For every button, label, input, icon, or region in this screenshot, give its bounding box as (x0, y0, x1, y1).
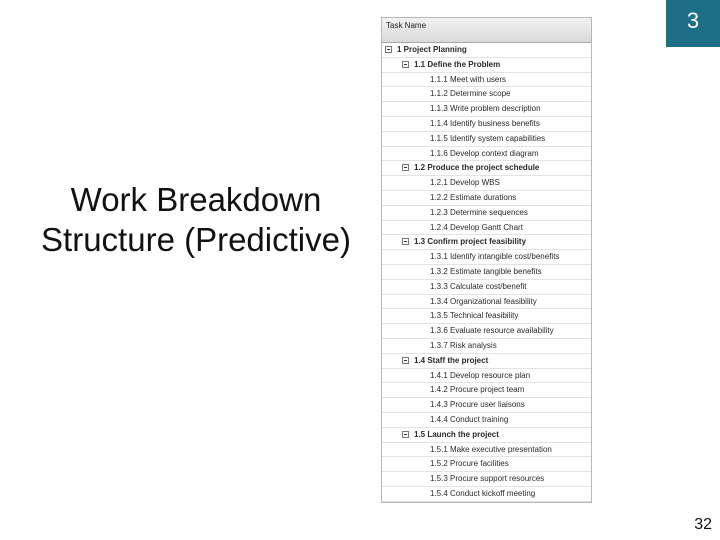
wbs-task-list (381, 17, 592, 503)
task-label: 1.3 Confirm project feasibility (414, 237, 527, 247)
slide-number-tab: 3 (666, 0, 720, 47)
task-label: 1.3.7 Risk analysis (430, 340, 497, 350)
task-label: 1.1 Define the Problem (414, 59, 501, 69)
task-label: 1.5 Launch the project (414, 429, 499, 439)
summary-task-row[interactable] (382, 354, 591, 369)
task-row[interactable] (382, 117, 591, 132)
task-row[interactable] (382, 102, 591, 117)
collapse-icon[interactable] (402, 61, 409, 68)
wbs-rows (382, 43, 591, 502)
task-name-column-header[interactable]: Task Name (382, 18, 591, 43)
task-label: 1.5.3 Procure support resources (430, 474, 545, 484)
task-row[interactable] (382, 309, 591, 324)
collapse-icon[interactable] (402, 164, 409, 171)
task-label: 1.4.3 Procure user liaisons (430, 400, 525, 410)
collapse-icon[interactable] (402, 431, 409, 438)
task-label: 1.4.4 Conduct training (430, 414, 509, 424)
task-label: 1.1.2 Determine scope (430, 89, 511, 99)
task-row[interactable] (382, 324, 591, 339)
task-row[interactable] (382, 206, 591, 221)
task-row[interactable] (382, 191, 591, 206)
task-label: 1.3.1 Identify intangible cost/benefits (430, 252, 560, 262)
task-row[interactable] (382, 295, 591, 310)
task-row[interactable] (382, 487, 591, 502)
task-label: 1.5.4 Conduct kickoff meeting (430, 488, 536, 498)
task-row[interactable] (382, 265, 591, 280)
summary-task-row[interactable] (382, 235, 591, 250)
collapse-icon[interactable] (385, 46, 392, 53)
summary-task-row[interactable] (382, 58, 591, 73)
task-label: 1.3.2 Estimate tangible benefits (430, 266, 542, 276)
task-row[interactable] (382, 221, 591, 236)
task-row[interactable] (382, 383, 591, 398)
task-label: 1.5.2 Procure facilities (430, 459, 509, 469)
task-label: 1.1.4 Identify business benefits (430, 118, 540, 128)
task-row[interactable] (382, 443, 591, 458)
task-row[interactable] (382, 280, 591, 295)
collapse-icon[interactable] (402, 238, 409, 245)
task-row[interactable] (382, 87, 591, 102)
task-label: 1.2 Produce the project schedule (414, 163, 540, 173)
task-label: 1.2.4 Develop Gantt Chart (430, 222, 523, 232)
task-label: 1.3.4 Organizational feasibility (430, 296, 537, 306)
task-label: 1.3.3 Calculate cost/benefit (430, 281, 527, 291)
task-label: 1.1.5 Identify system capabilities (430, 133, 546, 143)
task-row[interactable] (382, 369, 591, 384)
task-label: 1.2.2 Estimate durations (430, 192, 517, 202)
task-row[interactable] (382, 398, 591, 413)
summary-task-row[interactable] (382, 428, 591, 443)
task-row[interactable] (382, 339, 591, 354)
task-row[interactable] (382, 73, 591, 88)
task-row[interactable] (382, 147, 591, 162)
task-row[interactable] (382, 413, 591, 428)
task-label: 1.1.6 Develop context diagram (430, 148, 539, 158)
task-label: 1.2.3 Determine sequences (430, 207, 528, 217)
task-label: 1.4.1 Develop resource plan (430, 370, 531, 380)
task-row[interactable] (382, 176, 591, 191)
summary-task-row[interactable] (382, 161, 591, 176)
task-row[interactable] (382, 250, 591, 265)
task-row[interactable] (382, 472, 591, 487)
task-label: 1.3.6 Evaluate resource availability (430, 326, 554, 336)
task-label: 1.2.1 Develop WBS (430, 178, 500, 188)
collapse-icon[interactable] (402, 357, 409, 364)
slide-title: Work Breakdown Structure (Predictive) (41, 181, 351, 258)
task-row[interactable] (382, 132, 591, 147)
task-label: 1.1.1 Meet with users (430, 74, 507, 84)
task-label: 1.1.3 Write problem description (430, 104, 541, 114)
page-number: 32 (694, 516, 712, 533)
task-label: 1.5.1 Make executive presentation (430, 444, 552, 454)
task-row[interactable] (382, 457, 591, 472)
task-label: 1 Project Planning (397, 45, 467, 54)
task-label: 1.3.5 Technical feasibility (430, 311, 519, 321)
task-label: 1.4 Staff the project (414, 355, 489, 365)
task-label: 1.4.2 Procure project team (430, 385, 525, 395)
summary-task-row[interactable] (382, 43, 591, 58)
